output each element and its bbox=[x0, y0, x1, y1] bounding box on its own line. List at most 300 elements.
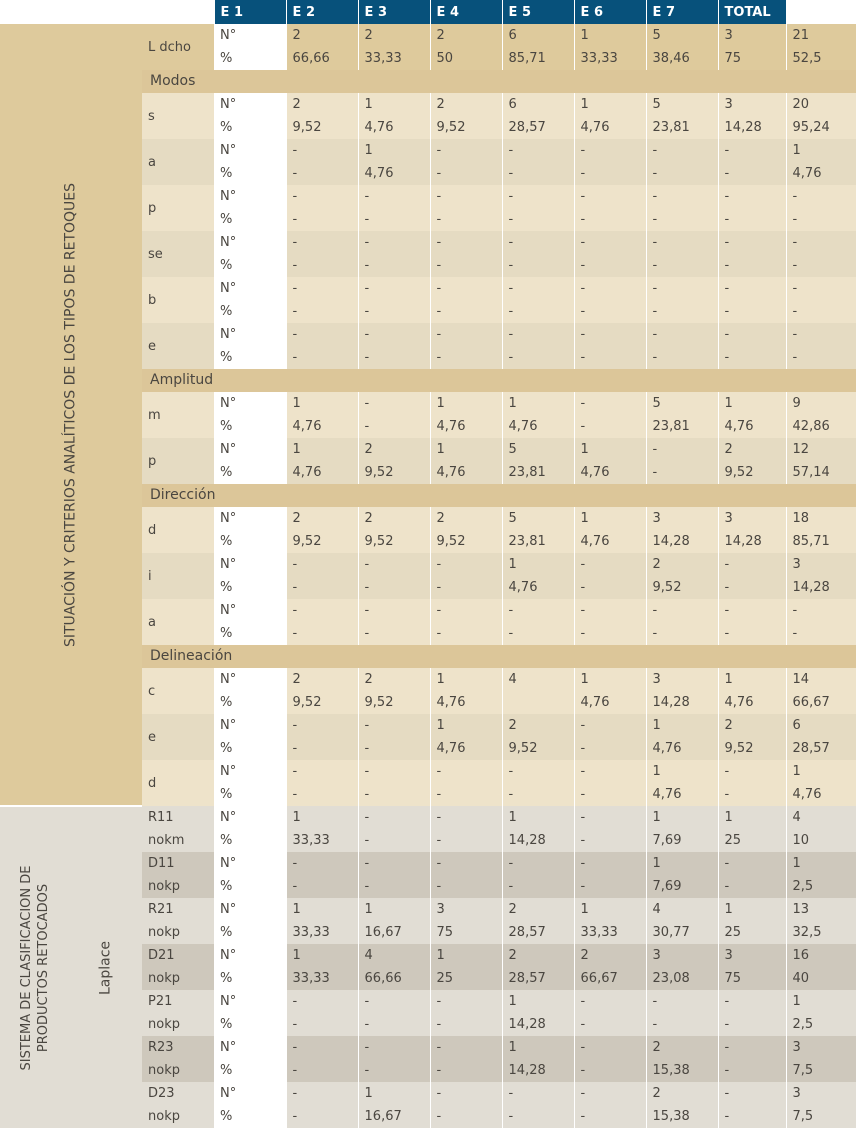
percent-cell: - bbox=[574, 783, 646, 806]
percent-cell: 14,28 bbox=[646, 691, 718, 714]
count-cell: 3 bbox=[646, 944, 718, 967]
percent-cell: - bbox=[358, 737, 430, 760]
count-cell: 2 bbox=[574, 944, 646, 967]
count-cell: - bbox=[574, 806, 646, 829]
percent-cell: 4,76 bbox=[574, 116, 646, 139]
percent-marker: % bbox=[220, 626, 233, 641]
count-marker: N° bbox=[220, 143, 237, 158]
percent-cell: 4,76 bbox=[430, 415, 502, 438]
count-cell: - bbox=[430, 990, 502, 1013]
percent-cell: - bbox=[358, 875, 430, 898]
percent-cell: 9,52 bbox=[286, 116, 358, 139]
percent-cell: 4,76 bbox=[718, 415, 786, 438]
percent-cell: 7,5 bbox=[786, 1059, 856, 1082]
percent-cell: 38,46 bbox=[646, 47, 718, 70]
table-row bbox=[0, 806, 856, 829]
percent-cell: - bbox=[502, 300, 574, 323]
percent-cell: 7,69 bbox=[646, 875, 718, 898]
row-label: se bbox=[142, 231, 214, 277]
count-cell: - bbox=[574, 852, 646, 875]
header-col-e6: E 6 bbox=[574, 0, 646, 24]
count-cell: - bbox=[718, 599, 786, 622]
count-marker: N° bbox=[220, 511, 237, 526]
count-cell: - bbox=[286, 553, 358, 576]
percent-cell: - bbox=[358, 415, 430, 438]
percent-cell: 4,76 bbox=[574, 530, 646, 553]
count-cell: 4 bbox=[646, 898, 718, 921]
count-cell: 1 bbox=[574, 438, 646, 461]
count-cell: - bbox=[574, 323, 646, 346]
percent-cell: 4,76 bbox=[286, 415, 358, 438]
count-cell: - bbox=[574, 139, 646, 162]
percent-cell: - bbox=[574, 1105, 646, 1128]
count-cell: - bbox=[718, 852, 786, 875]
count-cell: 1 bbox=[718, 392, 786, 415]
count-cell: - bbox=[286, 760, 358, 783]
percent-cell: 28,57 bbox=[502, 116, 574, 139]
count-cell: 9 bbox=[786, 392, 856, 415]
count-cell: 3 bbox=[718, 24, 786, 47]
percent-cell: - bbox=[574, 346, 646, 369]
count-cell: 2 bbox=[502, 898, 574, 921]
count-cell: 1 bbox=[358, 898, 430, 921]
count-cell: - bbox=[358, 392, 430, 415]
row-label-code: R23 bbox=[142, 1036, 214, 1059]
percent-cell: 4,76 bbox=[786, 783, 856, 806]
percent-cell: - bbox=[718, 1059, 786, 1082]
percent-cell: - bbox=[286, 300, 358, 323]
count-cell: - bbox=[574, 714, 646, 737]
percent-cell: - bbox=[502, 346, 574, 369]
count-cell: - bbox=[718, 1082, 786, 1105]
count-marker: N° bbox=[220, 902, 237, 917]
percent-cell: 15,38 bbox=[646, 1059, 718, 1082]
count-cell: 1 bbox=[502, 392, 574, 415]
percent-cell: - bbox=[430, 1105, 502, 1128]
percent-cell: 9,52 bbox=[646, 576, 718, 599]
row-label: e bbox=[142, 714, 214, 760]
percent-cell: 4,76 bbox=[358, 116, 430, 139]
percent-cell: 4,76 bbox=[502, 415, 574, 438]
count-cell: 1 bbox=[646, 806, 718, 829]
count-cell: 5 bbox=[646, 24, 718, 47]
percent-cell: - bbox=[786, 346, 856, 369]
percent-cell: - bbox=[646, 208, 718, 231]
percent-cell: 75 bbox=[718, 967, 786, 990]
percent-cell: 4,76 bbox=[502, 576, 574, 599]
count-cell: - bbox=[786, 185, 856, 208]
percent-cell: - bbox=[502, 1105, 574, 1128]
count-cell: - bbox=[574, 185, 646, 208]
percent-cell: 4,76 bbox=[646, 783, 718, 806]
percent-cell: 9,52 bbox=[430, 530, 502, 553]
count-marker: N° bbox=[220, 764, 237, 779]
count-cell: 1 bbox=[786, 760, 856, 783]
count-marker: N° bbox=[220, 810, 237, 825]
count-cell: - bbox=[430, 185, 502, 208]
count-marker: N° bbox=[220, 557, 237, 572]
percent-cell: - bbox=[286, 254, 358, 277]
count-cell: - bbox=[646, 323, 718, 346]
percent-cell: - bbox=[430, 254, 502, 277]
percent-cell: 4,76 bbox=[786, 162, 856, 185]
count-cell: - bbox=[502, 323, 574, 346]
count-cell: 2 bbox=[286, 507, 358, 530]
percent-cell: - bbox=[358, 300, 430, 323]
percent-marker: % bbox=[220, 971, 233, 986]
percent-cell: - bbox=[286, 737, 358, 760]
count-cell: 1 bbox=[358, 1082, 430, 1105]
percent-cell: - bbox=[430, 346, 502, 369]
count-cell: - bbox=[718, 277, 786, 300]
percent-cell: 14,28 bbox=[502, 1059, 574, 1082]
percent-cell: - bbox=[786, 300, 856, 323]
percent-cell: 7,5 bbox=[786, 1105, 856, 1128]
count-cell: - bbox=[430, 760, 502, 783]
percent-cell: 50 bbox=[430, 47, 502, 70]
count-cell: 3 bbox=[786, 1082, 856, 1105]
count-cell: 1 bbox=[502, 553, 574, 576]
percent-cell: 2,5 bbox=[786, 875, 856, 898]
count-cell: 1 bbox=[502, 990, 574, 1013]
percent-marker: % bbox=[220, 166, 233, 181]
count-cell: - bbox=[646, 277, 718, 300]
count-cell: - bbox=[430, 1082, 502, 1105]
count-cell: - bbox=[286, 139, 358, 162]
percent-cell: - bbox=[430, 783, 502, 806]
count-cell: - bbox=[574, 990, 646, 1013]
percent-cell: 14,28 bbox=[646, 530, 718, 553]
count-cell: 13 bbox=[786, 898, 856, 921]
percent-cell: - bbox=[358, 576, 430, 599]
header-col-e5: E 5 bbox=[502, 0, 574, 24]
percent-cell: 23,08 bbox=[646, 967, 718, 990]
count-cell: - bbox=[786, 599, 856, 622]
count-cell: 1 bbox=[574, 93, 646, 116]
count-cell: - bbox=[286, 185, 358, 208]
percent-cell: - bbox=[286, 622, 358, 645]
percent-cell: 9,52 bbox=[358, 530, 430, 553]
header-col-total: TOTAL bbox=[718, 0, 786, 24]
count-cell: 5 bbox=[502, 438, 574, 461]
percent-marker: % bbox=[220, 465, 233, 480]
count-cell: 1 bbox=[646, 714, 718, 737]
percent-cell: 32,5 bbox=[786, 921, 856, 944]
count-cell: 1 bbox=[502, 1036, 574, 1059]
percent-marker: % bbox=[220, 787, 233, 802]
row-label-type: nokp bbox=[142, 1105, 214, 1128]
section-clasificacion-label: SISTEMA DE CLASIFICACION DE PRODUCTOS RETOCADOS bbox=[19, 865, 51, 1070]
count-cell: - bbox=[574, 599, 646, 622]
count-cell: - bbox=[358, 852, 430, 875]
percent-cell: - bbox=[786, 254, 856, 277]
count-cell: - bbox=[286, 852, 358, 875]
percent-cell: 95,24 bbox=[786, 116, 856, 139]
percent-cell: 9,52 bbox=[358, 691, 430, 714]
row-label-type: nokp bbox=[142, 967, 214, 990]
percent-cell: 23,81 bbox=[502, 461, 574, 484]
row-label: c bbox=[142, 668, 214, 714]
count-cell: 3 bbox=[786, 1036, 856, 1059]
percent-cell: 14,28 bbox=[502, 1013, 574, 1036]
count-cell: 2 bbox=[286, 93, 358, 116]
count-cell: - bbox=[286, 1082, 358, 1105]
percent-cell: - bbox=[574, 415, 646, 438]
count-cell: - bbox=[574, 1082, 646, 1105]
percent-marker: % bbox=[220, 695, 233, 710]
count-cell: - bbox=[574, 760, 646, 783]
count-cell: 1 bbox=[286, 898, 358, 921]
count-cell: 2 bbox=[502, 714, 574, 737]
percent-marker: % bbox=[220, 741, 233, 756]
percent-marker: % bbox=[220, 304, 233, 319]
percent-cell: - bbox=[358, 622, 430, 645]
row-label: d bbox=[142, 760, 214, 806]
header-blank bbox=[0, 0, 214, 24]
count-cell: - bbox=[502, 231, 574, 254]
count-cell: - bbox=[502, 599, 574, 622]
count-marker: N° bbox=[220, 994, 237, 1009]
percent-cell: 9,52 bbox=[358, 461, 430, 484]
count-cell: - bbox=[286, 323, 358, 346]
count-cell: - bbox=[718, 139, 786, 162]
percent-cell: - bbox=[358, 783, 430, 806]
count-cell: - bbox=[358, 714, 430, 737]
count-cell: - bbox=[574, 392, 646, 415]
count-cell: 2 bbox=[430, 93, 502, 116]
count-cell: 1 bbox=[786, 139, 856, 162]
count-cell: 2 bbox=[286, 24, 358, 47]
percent-cell: 14,28 bbox=[502, 829, 574, 852]
count-cell: - bbox=[718, 231, 786, 254]
count-cell: 2 bbox=[358, 507, 430, 530]
percent-cell: 4,76 bbox=[574, 691, 646, 714]
percent-cell: 25 bbox=[718, 829, 786, 852]
percent-cell: 9,52 bbox=[718, 737, 786, 760]
group-label-amplitud: Amplitud bbox=[142, 369, 856, 392]
count-marker: N° bbox=[220, 603, 237, 618]
row-label-code: R11 bbox=[142, 806, 214, 829]
row-label: b bbox=[142, 277, 214, 323]
count-cell: - bbox=[358, 990, 430, 1013]
count-cell: 5 bbox=[646, 392, 718, 415]
count-cell: 12 bbox=[786, 438, 856, 461]
count-cell: - bbox=[358, 760, 430, 783]
row-label-code: D23 bbox=[142, 1082, 214, 1105]
count-marker: N° bbox=[220, 235, 237, 250]
count-cell: 1 bbox=[502, 806, 574, 829]
percent-cell: - bbox=[286, 783, 358, 806]
count-cell: 3 bbox=[430, 898, 502, 921]
count-cell: - bbox=[286, 599, 358, 622]
count-marker: N° bbox=[220, 189, 237, 204]
percent-cell: 9,52 bbox=[286, 691, 358, 714]
percent-cell: 30,77 bbox=[646, 921, 718, 944]
percent-cell: 16,67 bbox=[358, 921, 430, 944]
percent-cell: - bbox=[574, 162, 646, 185]
count-marker: N° bbox=[220, 396, 237, 411]
row-label: s bbox=[142, 93, 214, 139]
count-cell: 1 bbox=[430, 944, 502, 967]
percent-cell: - bbox=[718, 1013, 786, 1036]
count-cell: 2 bbox=[286, 668, 358, 691]
count-cell: - bbox=[646, 438, 718, 461]
count-cell: - bbox=[502, 760, 574, 783]
percent-marker: % bbox=[220, 258, 233, 273]
percent-cell: - bbox=[574, 829, 646, 852]
percent-cell: - bbox=[286, 576, 358, 599]
count-cell: 21 bbox=[786, 24, 856, 47]
row-label: m bbox=[142, 392, 214, 438]
section-retoques-label: SITUACIÓN Y CRITERIOS ANALÍTICOS DE LOS TIPOS DE RETOQUES bbox=[62, 182, 79, 647]
percent-cell: 9,52 bbox=[718, 461, 786, 484]
count-cell: 1 bbox=[786, 990, 856, 1013]
count-cell: 1 bbox=[646, 760, 718, 783]
percent-cell: - bbox=[646, 622, 718, 645]
percent-cell: 4,76 bbox=[718, 691, 786, 714]
count-cell: - bbox=[358, 277, 430, 300]
percent-cell: - bbox=[718, 254, 786, 277]
percent-marker: % bbox=[220, 419, 233, 434]
group-label-modos: Modos bbox=[142, 70, 856, 93]
count-cell: - bbox=[718, 185, 786, 208]
count-marker: N° bbox=[220, 28, 237, 43]
header-col-e3: E 3 bbox=[358, 0, 430, 24]
count-marker: N° bbox=[220, 281, 237, 296]
percent-cell: 14,28 bbox=[718, 116, 786, 139]
percent-cell: - bbox=[502, 208, 574, 231]
row-label: L dcho bbox=[142, 24, 214, 70]
table-body bbox=[0, 24, 856, 1128]
percent-cell: 42,86 bbox=[786, 415, 856, 438]
count-cell: - bbox=[574, 1036, 646, 1059]
percent-cell: - bbox=[502, 254, 574, 277]
percent-marker: % bbox=[220, 120, 233, 135]
count-cell: - bbox=[286, 1036, 358, 1059]
count-cell: - bbox=[430, 806, 502, 829]
count-cell: - bbox=[718, 760, 786, 783]
count-cell: 3 bbox=[646, 668, 718, 691]
percent-cell: - bbox=[358, 829, 430, 852]
header-row bbox=[0, 0, 856, 24]
count-cell: - bbox=[502, 139, 574, 162]
count-cell: - bbox=[502, 1082, 574, 1105]
count-cell: - bbox=[358, 231, 430, 254]
percent-marker: % bbox=[220, 1109, 233, 1124]
count-cell: 1 bbox=[786, 852, 856, 875]
count-cell: 2 bbox=[358, 668, 430, 691]
percent-cell: - bbox=[430, 829, 502, 852]
percent-marker: % bbox=[220, 212, 233, 227]
percent-cell: - bbox=[646, 300, 718, 323]
percent-cell: - bbox=[718, 162, 786, 185]
count-cell: 2 bbox=[718, 438, 786, 461]
percent-cell: 85,71 bbox=[786, 530, 856, 553]
percent-cell: 15,38 bbox=[646, 1105, 718, 1128]
count-cell: 1 bbox=[574, 507, 646, 530]
count-marker: N° bbox=[220, 97, 237, 112]
group-label-direccion: Dirección bbox=[142, 484, 856, 507]
percent-cell: - bbox=[430, 162, 502, 185]
percent-cell: - bbox=[430, 208, 502, 231]
percent-cell: 25 bbox=[430, 967, 502, 990]
count-cell: 1 bbox=[430, 714, 502, 737]
count-cell: 3 bbox=[646, 507, 718, 530]
subsection-laplace-label: Laplace bbox=[97, 940, 114, 995]
percent-cell: 9,52 bbox=[502, 737, 574, 760]
count-cell: 3 bbox=[786, 553, 856, 576]
header-col-e7: E 7 bbox=[646, 0, 718, 24]
count-cell: - bbox=[646, 185, 718, 208]
header-col-e2: E 2 bbox=[286, 0, 358, 24]
percent-cell: 33,33 bbox=[286, 967, 358, 990]
percent-marker: % bbox=[220, 925, 233, 940]
percent-cell: 23,81 bbox=[646, 415, 718, 438]
count-cell: 1 bbox=[286, 806, 358, 829]
count-cell: - bbox=[358, 599, 430, 622]
count-marker: N° bbox=[220, 718, 237, 733]
row-label: d bbox=[142, 507, 214, 553]
row-label-code: R21 bbox=[142, 898, 214, 921]
count-marker: N° bbox=[220, 1086, 237, 1101]
percent-marker: % bbox=[220, 534, 233, 549]
count-cell: 4 bbox=[358, 944, 430, 967]
percent-cell: 33,33 bbox=[574, 47, 646, 70]
row-label: p bbox=[142, 438, 214, 484]
percent-cell: - bbox=[718, 300, 786, 323]
percent-cell: 9,52 bbox=[286, 530, 358, 553]
count-cell: - bbox=[430, 553, 502, 576]
count-cell: 2 bbox=[358, 24, 430, 47]
percent-cell: - bbox=[502, 162, 574, 185]
percent-cell: - bbox=[502, 783, 574, 806]
percent-cell: 4,76 bbox=[430, 691, 502, 714]
count-cell: - bbox=[502, 852, 574, 875]
count-cell: - bbox=[358, 185, 430, 208]
count-cell: 4 bbox=[502, 668, 574, 691]
percent-cell: - bbox=[574, 254, 646, 277]
count-cell: 2 bbox=[430, 24, 502, 47]
row-label: a bbox=[142, 139, 214, 185]
percent-cell: 75 bbox=[718, 47, 786, 70]
count-cell: 1 bbox=[430, 438, 502, 461]
count-cell: - bbox=[502, 277, 574, 300]
percent-cell: - bbox=[430, 1059, 502, 1082]
percent-marker: % bbox=[220, 580, 233, 595]
count-cell: 16 bbox=[786, 944, 856, 967]
count-marker: N° bbox=[220, 672, 237, 687]
row-label-type: nokp bbox=[142, 875, 214, 898]
percent-cell: - bbox=[286, 875, 358, 898]
row-label: p bbox=[142, 185, 214, 231]
row-label-type: nokp bbox=[142, 1013, 214, 1036]
count-cell: 20 bbox=[786, 93, 856, 116]
percent-cell: - bbox=[502, 622, 574, 645]
header-col-e4: E 4 bbox=[430, 0, 502, 24]
count-cell: - bbox=[430, 139, 502, 162]
percent-cell: - bbox=[646, 254, 718, 277]
percent-cell: - bbox=[358, 254, 430, 277]
count-cell: - bbox=[646, 599, 718, 622]
percent-cell: - bbox=[718, 208, 786, 231]
count-cell: - bbox=[358, 323, 430, 346]
row-label: a bbox=[142, 599, 214, 645]
percent-cell: - bbox=[430, 622, 502, 645]
percent-cell: - bbox=[718, 576, 786, 599]
count-cell: 1 bbox=[718, 898, 786, 921]
section-clasificacion-label-cell bbox=[0, 806, 70, 1128]
count-cell: - bbox=[358, 806, 430, 829]
